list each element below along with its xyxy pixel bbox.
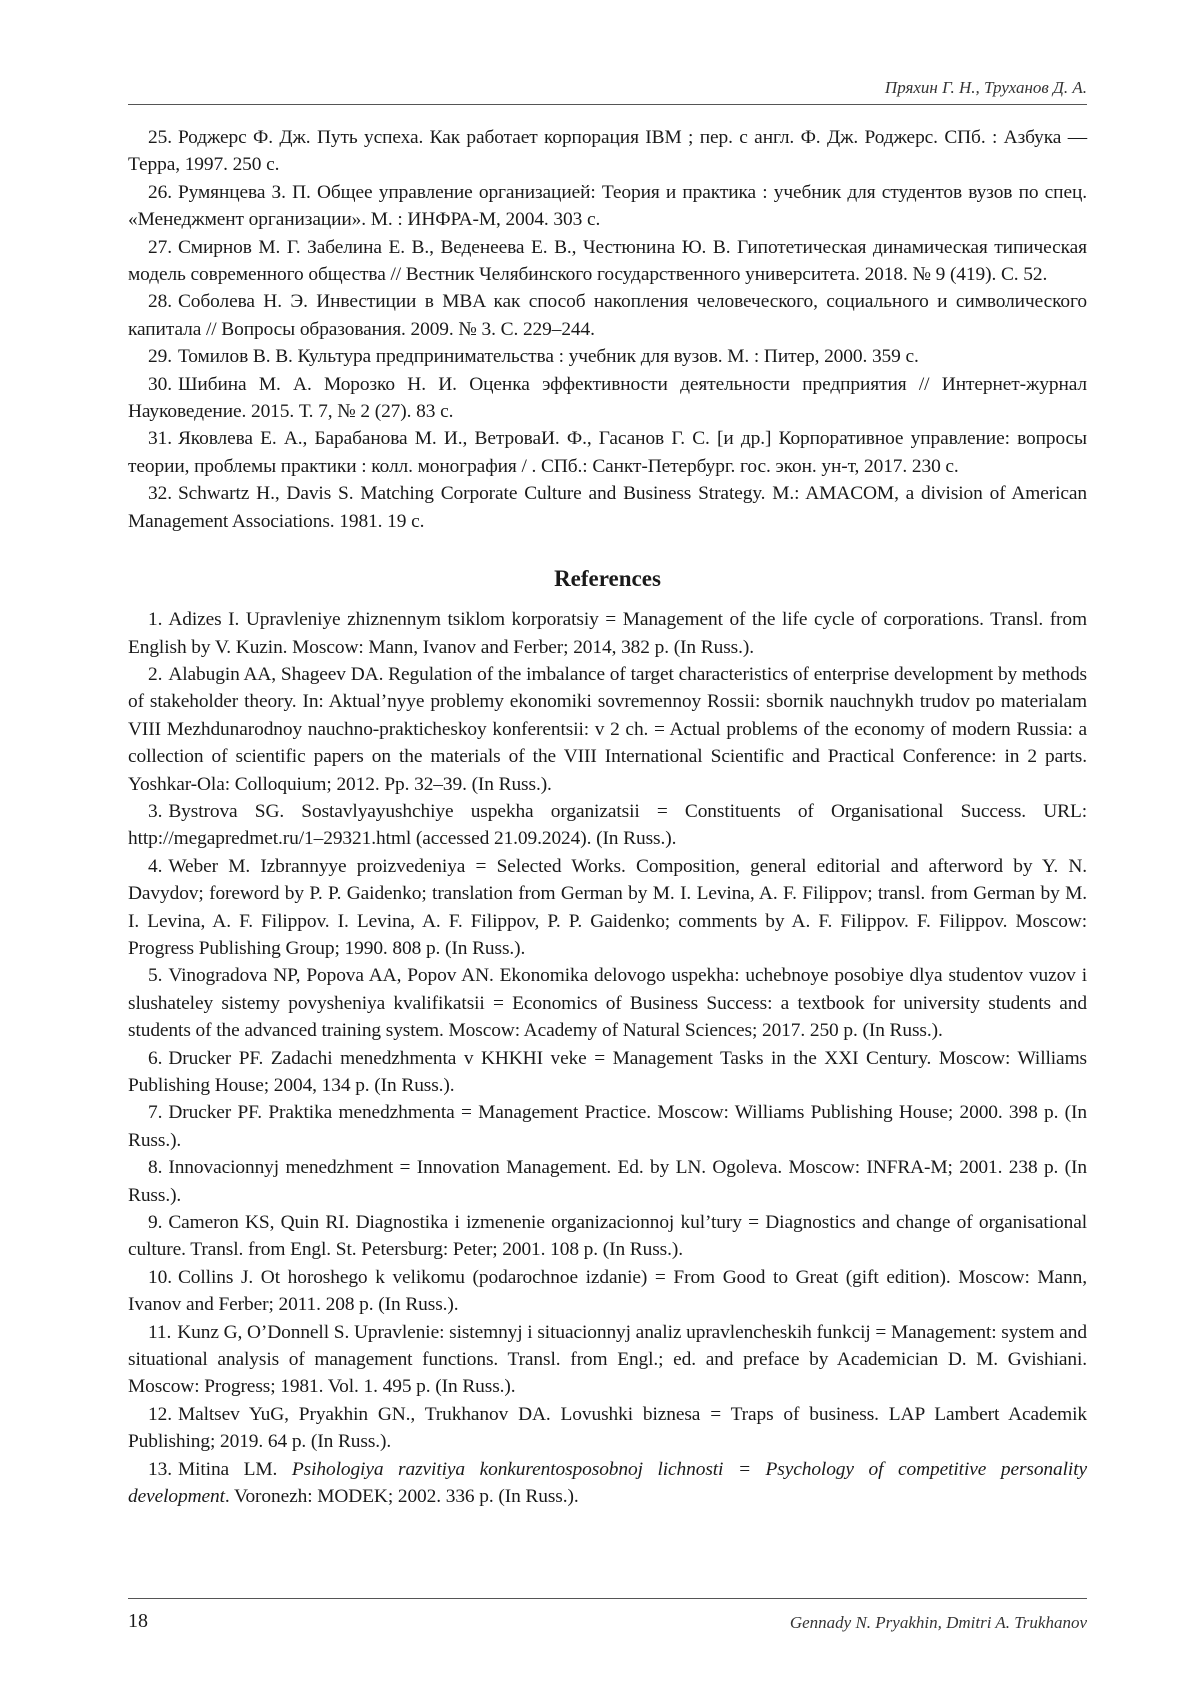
reference-entry-26: 26. Румянцева З. П. Общее управление организацией: Теория и практика : учебник для студентов вузов по спец. «Менеджмент организации». М. : ИНФРА-М, 2004. 303 с. [128, 181, 1087, 231]
references-entry-13: 13. Mitina LM. Psihologiya razvitiya konkurentosposobnoj lichnosti = Psychology of competitive personality development. Voronezh: MODEK; 2002. 336 p. (In Russ.). [128, 1458, 1087, 1508]
reference-entry-31: 31. Яковлева Е. А., Барабанова М. И., ВетроваИ. Ф., Гасанов Г. С. [и др.] Корпоративное управление: вопросы теории, проблемы практики : колл. монография / . СПб.: Санкт-Петербург. гос. экон. ун-т, 2017. 230 с. [128, 428, 1087, 477]
references-entry-11: 11. Kunz G, O’Donnell S. Upravlenie: sistemnyj i situacionnyj analiz upravlencheskih funkcij = Management: system and situational analysis of management functions. Transl. from Engl.; ed. and preface by Academician D. M. Gvishiani. Moscow: Progress; 1981. Vol. 1. 495 p. (In Russ.). [128, 1321, 1087, 1398]
references-entry-4: 4. Weber M. Izbrannyye proizvedeniya = Selected Works. Composition, general editorial and afterword by Y. N. Davydov; foreword by P. P. Gaidenko; translation from German by M. I. Levina, A. F. Filippov; transl. from German by M. I. Levina, A. F. Filippov. I. Levina, A. F. Filippov, P. P. Gaidenko; comments by A. F. Filippov. F. Filippov. Moscow: Progress Publishing Group; 1990. 808 p. (In Russ.). [128, 855, 1087, 959]
references-entry-6: 6. Drucker PF. Zadachi menedzhmenta v KHKHI veke = Management Tasks in the XXI Century. Moscow: Williams Publishing House; 2004, 134 p. (In Russ.). [128, 1047, 1087, 1096]
reference-entry-29: 29. Томилов В. В. Культура предпринимательства : учебник для вузов. М. : Питер, 2000. 359 с. [148, 346, 919, 368]
reference-entry-25: 25. Роджерс Ф. Дж. Путь успеха. Как работает корпорация IBM ; пер. с англ. Ф. Дж. Роджерс. СПб. : Азбука — Терра, 1997. 250 с. [128, 127, 1087, 176]
references-heading: References [554, 566, 661, 592]
references-entry-1: 1. Adizes I. Upravleniye zhiznennym tsiklom korporatsiy = Management of the life cycle of corporations. Transl. from English by V. Kuzin. Moscow: Mann, Ivanov and Ferber; 2014, 382 p. (In Russ.). [128, 609, 1087, 658]
reference-body [128, 124, 1087, 1511]
references-entry-3: 3. Bystrova SG. Sostavlyayushchiye uspekha organizatsii = Constituents of Organisational Success. URL: http://megapredmet.ru/1–29321.html (accessed 21.09.2024). (In Russ.). [128, 800, 1087, 850]
running-header-authors: Пряхин Г. Н., Труханов Д. А. [884, 78, 1087, 97]
reference-entry-27: 27. Смирнов М. Г. Забелина Е. В., Веденеева Е. В., Честюнина Ю. В. Гипотетическая динамическая типическая модель современного общества // Вестник Челябинского государственного университета. 2018. № 9 (419). С. 52. [128, 236, 1087, 286]
italic-title: Psihologiya razvitiya konkurentosposobnoj lichnosti = Psychology of competitive personality development [128, 1458, 1087, 1508]
running-footer-authors: Gennady N. Pryakhin, Dmitri A. Trukhanov [789, 1613, 1087, 1632]
english-reference-list [128, 606, 1087, 1510]
page-number: 18 [128, 1610, 148, 1632]
reference-entry-28: 28. Соболева Н. Э. Инвестиции в MBA как способ накопления человеческого, социального и символического капитала // Вопросы образования. 2009. № 3. С. 229–244. [128, 291, 1087, 340]
references-entry-2: 2. Alabugin AA, Shageev DA. Regulation of the imbalance of target characteristics of enterprise development by methods of stakeholder theory. In: Aktual’nyye problemy ekonomiki sovremennoy Rossii: sbornik nauchnykh trudov po materialam VIII Mezhdunarodnoy nauchno-prakticheskoy konferentsii: v 2 ch. = Actual problems of the economy of modern Russia: a collection of scientific papers on the materials of the VIII International Scientific and Practical Conference: in 2 parts. Yoshkar-Ola: Colloquium; 2012. Pp. 32–39. (In Russ.). [128, 663, 1087, 795]
russian-reference-list [128, 124, 1087, 535]
references-entry-5: 5. Vinogradova NP, Popova AA, Popov AN. Ekonomika delovogo uspekha: uchebnoye posobiye dlya studentov vuzov i slushateley sistemy povysheniya kvalifikatsii = Economics of Business Success: a textbook for university students and students of the advanced training system. Moscow: Academy of Natural Sciences; 2017. 250 p. (In Russ.). [128, 965, 1087, 1042]
reference-entry-30: 30. Шибина М. А. Морозко Н. И. Оценка эффективности деятельности предприятия // Интернет-журнал Науковедение. 2015. Т. 7, № 2 (27). 83 с. [128, 373, 1087, 423]
references-entry-10: 10. Collins J. Ot horoshego k velikomu (podarochnoe izdanie) = From Good to Great (gift edition). Moscow: Mann, Ivanov and Ferber; 2011. 208 p. (In Russ.). [128, 1266, 1087, 1316]
header-rule [128, 104, 1087, 105]
reference-entry-32: 32. Schwartz H., Davis S. Matching Corporate Culture and Business Strategy. M.: AMACOM, a division of American Management Associations. 1981. 19 c. [128, 483, 1087, 532]
references-entry-7: 7. Drucker PF. Praktika menedzhmenta = Management Practice. Moscow: Williams Publishing House; 2000. 398 p. (In Russ.). [128, 1102, 1087, 1151]
footer-rule [128, 1598, 1087, 1599]
references-entry-8: 8. Innovacionnyj menedzhment = Innovation Management. Ed. by LN. Ogoleva. Moscow: INFRA-M; 2001. 238 p. (In Russ.). [128, 1157, 1087, 1206]
references-entry-9: 9. Cameron KS, Quin RI. Diagnostika i izmenenie organizacionnoj kul’tury = Diagnostics and change of organisational culture. Transl. from Engl. St. Petersburg: Peter; 2001. 108 p. (In Russ.). [128, 1212, 1087, 1261]
references-entry-12: 12. Maltsev YuG, Pryakhin GN., Trukhanov DA. Lovushki biznesa = Traps of business. LAP Lambert Academik Publishing; 2019. 64 p. (In Russ.). [128, 1403, 1087, 1453]
